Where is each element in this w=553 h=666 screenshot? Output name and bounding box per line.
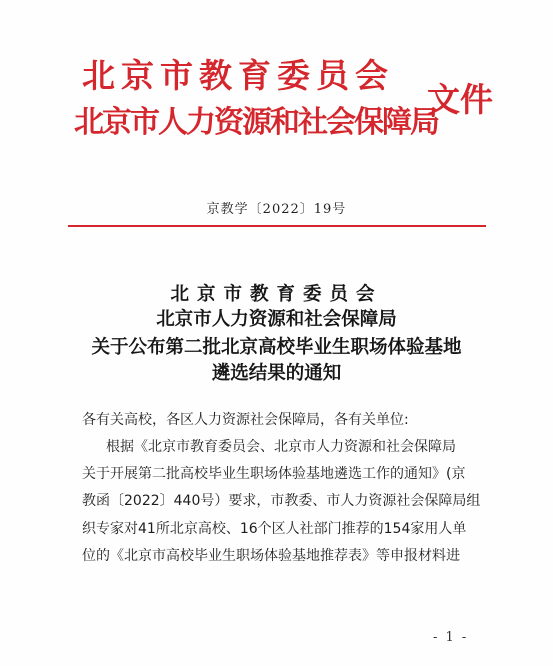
title-line-3: 关于公布第二批北京高校毕业生职场体验基地 bbox=[91, 337, 462, 358]
body-line-4: 织专家对41所北京高校、16个区人社部门推荐的154家用人单 bbox=[82, 521, 467, 537]
issuer-suffix-document: 文件 bbox=[427, 80, 493, 119]
title-line-1: 北京市教育委员会 bbox=[170, 284, 383, 305]
issuer-line-education-commission: 北京市教育委员会 bbox=[82, 56, 394, 95]
issuer-line-human-resources-bureau: 北京市人力资源和社会保障局 bbox=[74, 105, 438, 140]
page-number: - 1 - bbox=[433, 630, 469, 645]
body-line-1: 根据《北京市教育委员会、北京市人力资源和社会保障局 bbox=[106, 439, 456, 455]
red-divider-line bbox=[68, 225, 486, 227]
body-line-5: 位的《北京市高校毕业生职场体验基地推荐表》等申报材料进 bbox=[82, 548, 460, 564]
body-line-2: 关于开展第二批高校毕业生职场体验基地遴选工作的通知》(京 bbox=[82, 466, 466, 482]
body-line-3: 教函〔2022〕440号）要求，市教委、市人力资源社会保障局组 bbox=[82, 493, 481, 509]
document-number: 京教学〔2022〕19号 bbox=[206, 202, 347, 217]
recipients-line: 各有关高校，各区人力资源社会保障局，各有关单位: bbox=[82, 412, 409, 428]
title-line-4: 遴选结果的通知 bbox=[211, 363, 342, 384]
title-line-2: 北京市人力资源和社会保障局 bbox=[156, 309, 397, 330]
